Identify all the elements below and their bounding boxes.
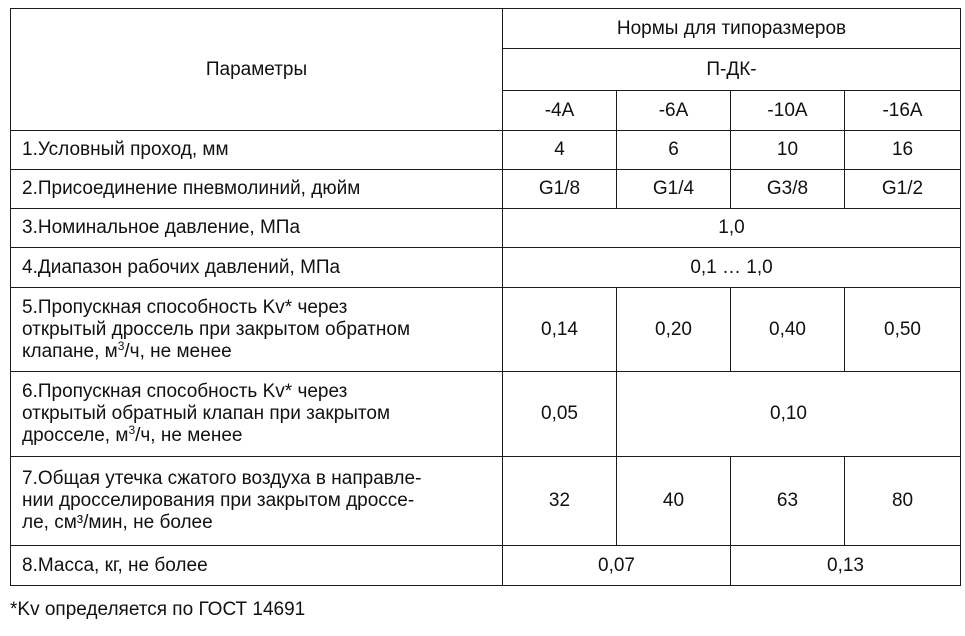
value-cell	[503, 457, 617, 546]
value-cell	[731, 457, 845, 546]
table-row	[11, 372, 961, 457]
superscript: 3	[117, 338, 125, 353]
param-cell	[11, 248, 503, 288]
value-text: 0,14	[541, 318, 578, 340]
table-row	[11, 546, 961, 586]
value-text: 6	[668, 139, 679, 160]
value-cell-merged	[503, 209, 961, 248]
model-header-label: П-ДК-	[706, 58, 757, 80]
size-header-cell	[503, 91, 617, 131]
model-header-cell	[503, 49, 961, 91]
size-header-cell	[617, 91, 731, 131]
param-label: 2.Присоединение пневмолиний, дюйм	[22, 178, 361, 199]
table-row	[11, 288, 961, 372]
value-cell	[845, 288, 961, 372]
value-text: G3/8	[766, 178, 809, 199]
param-text: /ч, не менее	[135, 425, 243, 446]
value-cell	[617, 457, 731, 546]
value-text: 63	[776, 490, 799, 511]
value-text: 0,1 … 1,0	[690, 256, 773, 278]
param-cell	[11, 288, 503, 372]
param-line	[22, 338, 496, 363]
param-cell	[11, 131, 503, 170]
value-text: 0,13	[827, 554, 864, 576]
size-header-cell	[731, 91, 845, 131]
param-label: 4.Диапазон рабочих давлений, МПа	[22, 256, 341, 278]
value-text: 80	[891, 490, 914, 511]
size-label-6a: -6А	[658, 99, 689, 121]
value-cell	[845, 170, 961, 209]
value-cell	[617, 131, 731, 170]
table-row	[11, 209, 961, 248]
table-row	[11, 170, 961, 209]
size-label-4a: -4А	[544, 99, 575, 121]
value-cell	[731, 288, 845, 372]
params-header-label: Параметры	[205, 58, 308, 80]
value-cell	[845, 457, 961, 546]
value-text: 1,0	[718, 217, 745, 238]
param-cell	[11, 457, 503, 546]
value-cell	[503, 170, 617, 209]
header-row-norms	[11, 9, 961, 49]
param-label: 1.Условный проход, мм	[22, 139, 229, 160]
value-text: 0,07	[598, 554, 635, 576]
value-cell	[731, 170, 845, 209]
value-text: 32	[548, 490, 571, 511]
params-header-cell	[11, 9, 503, 131]
value-cell-merged	[617, 372, 961, 457]
value-cell-merged	[731, 546, 961, 586]
value-cell	[731, 131, 845, 170]
value-cell	[617, 170, 731, 209]
param-text: клапане, м	[22, 340, 118, 362]
param-line	[22, 425, 496, 447]
param-cell	[11, 209, 503, 248]
param-line: открытый обратный клапан при закрытом	[22, 403, 391, 424]
superscript: 3	[128, 423, 136, 437]
param-line: 5.Пропускная способность Kv* через	[22, 296, 348, 318]
value-cell-merged	[503, 546, 731, 586]
table-row	[11, 457, 961, 546]
value-cell-merged	[503, 248, 961, 288]
value-text: 0,50	[884, 318, 921, 340]
param-label: 8.Масса, кг, не более	[22, 554, 208, 576]
param-text: дросселе, м	[22, 425, 129, 446]
size-label-10a: -10А	[767, 99, 808, 121]
value-text: 40	[662, 490, 685, 511]
param-cell	[11, 170, 503, 209]
value-cell	[617, 288, 731, 372]
param-line: открытый дроссель при закрытом обратном	[22, 318, 411, 340]
specifications-table	[10, 8, 961, 586]
param-line: 7.Общая утечка сжатого воздуха в направле-	[22, 468, 422, 489]
size-label-16a: -16А	[882, 99, 923, 121]
param-line: 6.Пропускная способность Kv* через	[22, 381, 348, 402]
value-text: 4	[554, 139, 565, 160]
value-text: G1/8	[538, 178, 581, 199]
norms-header-cell	[503, 9, 961, 49]
value-text: G1/4	[652, 178, 695, 199]
param-cell	[11, 546, 503, 586]
size-header-cell	[845, 91, 961, 131]
value-cell	[503, 372, 617, 457]
param-line: ле, см³/мин, не более	[22, 512, 213, 533]
table-row	[11, 248, 961, 288]
value-cell	[845, 131, 961, 170]
param-label: 3.Номинальное давление, МПа	[22, 217, 301, 238]
table-row	[11, 131, 961, 170]
param-text: /ч, не менее	[124, 340, 232, 362]
value-text: 0,40	[769, 318, 806, 340]
value-cell	[503, 131, 617, 170]
value-text: 0,20	[655, 318, 692, 340]
param-cell	[11, 372, 503, 457]
value-text: 16	[891, 139, 914, 160]
value-text: G1/2	[881, 178, 924, 199]
value-cell	[503, 288, 617, 372]
norms-header-label: Нормы для типоразмеров	[616, 17, 847, 39]
param-line: нии дросселирования при закрытом дроссе-	[22, 490, 415, 511]
value-text: 0,10	[770, 403, 807, 424]
value-text: 0,05	[541, 403, 578, 424]
value-text: 10	[776, 139, 799, 160]
footnote: *Kv определяется по ГОСТ 14691	[10, 599, 306, 620]
